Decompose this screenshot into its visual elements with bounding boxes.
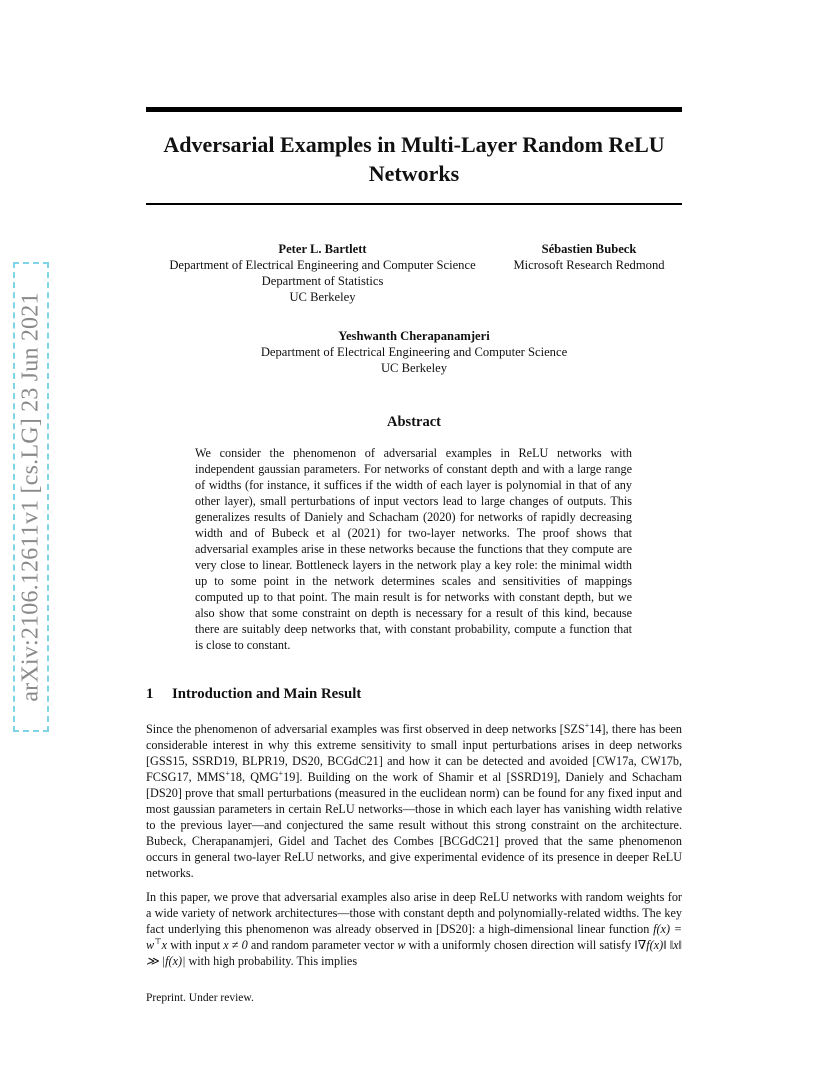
footer-note: Preprint. Under review. xyxy=(146,992,254,1004)
math-expression: x xyxy=(161,938,168,952)
superscript: + xyxy=(225,768,230,778)
section-number: 1 xyxy=(146,686,154,702)
abstract-heading: Abstract xyxy=(387,414,441,430)
author-name: Yeshwanth Cherapanamjeri xyxy=(338,329,490,343)
math-expression: w xyxy=(397,938,406,952)
section-heading xyxy=(146,686,682,703)
text-run: with high probability. This implies xyxy=(185,954,358,968)
title-rule-bottom xyxy=(146,203,682,205)
author-affiliation: Department of Statistics xyxy=(261,274,384,288)
paper-title: Adversarial Examples in Multi-Layer Random ReLU Networks xyxy=(163,132,665,186)
text-run: and random parameter vector xyxy=(247,938,398,952)
author-affiliation: UC Berkeley xyxy=(289,290,356,304)
arxiv-sidebar xyxy=(13,262,49,732)
text-run: with a uniformly chosen direction will satisfy xyxy=(405,938,635,952)
author-name: Sébastien Bubeck xyxy=(541,242,637,256)
author-block xyxy=(150,241,495,305)
text-run: Since the phenomenon of adversarial examples was first observed in deep networks [SZS xyxy=(146,722,585,736)
text-run: In this paper, we prove that adversarial examples also arise in deep ReLU networks with random weights for a wide variety of network architectures—those with constant depth and polynomially-related widths. The key fact underlying this phenomenon was already observed in [DS20]: a high-dimensional linear function xyxy=(146,890,682,936)
superscript: + xyxy=(584,720,590,730)
author-affiliation: UC Berkeley xyxy=(380,361,448,375)
superscript: ⊤ xyxy=(154,936,162,946)
math-expression: ‖∇f(x)‖ ‖x‖ ≫ |f(x)| xyxy=(146,938,682,968)
text-run: 18, QMG xyxy=(229,770,279,784)
author-block xyxy=(500,241,678,273)
author-affiliation: Department of Electrical Engineering and Computer Science xyxy=(260,345,568,359)
section-title: Introduction and Main Result xyxy=(172,686,362,702)
author-block xyxy=(240,328,588,376)
author-affiliation: Department of Electrical Engineering and Computer Science xyxy=(169,258,476,272)
text-run: with input xyxy=(167,938,224,952)
abstract-text: We consider the phenomenon of adversarial examples in ReLU networks with independent gaussian parameters. For networks of constant depth and with a large range of widths (for instance, it suffices if the width of each layer is polynomial in that of any other layer), small perturbations of input vectors lead to large changes of outputs. This generalizes results of Daniely and Schacham (2020) for networks of rapidly decreasing width and of Bubeck et al (2021) for two-layer networks. The proof shows that adversarial examples arise in these networks because the functions that they compute are very close to linear. Bottleneck layers in the network play a key role: the minimal width up to some point in the network determines scales and sensitivities of mappings computed up to that point. The main result is for networks with constant depth, but we also show that some constraint on depth is necessary for a result of this kind, because there are suitably deep networks that, with constant probability, compute a function that is close to constant. xyxy=(195,446,632,652)
text-run: 19]. Building on the work of Shamir et al [SSRD19], Daniely and Schacham [DS20] prove that small perturbations (measured in the euclidean norm) can be found for any fixed input and most gaussian parameters in certain ReLU networks—those in which each layer has vanishing width relative to the previous layer—and conjectured the same result without this strong constraint on the architecture. Bubeck, Cherapanamjeri, Gidel and Tachet des Combes [BCGdC21] proved that the same phenomenon occurs in general two-layer ReLU networks, and give experimental evidence of its presence in deeper ReLU networks. xyxy=(146,770,682,880)
arxiv-identifier: arXiv:2106.12611v1 [cs.LG] 23 Jun 2021 xyxy=(17,292,44,702)
author-affiliation: Microsoft Research Redmond xyxy=(513,258,665,272)
author-name: Peter L. Bartlett xyxy=(278,242,367,256)
text-run: 14], there has been considerable interest in why this extreme sensitivity to small input perturbations arises in deep networks [GSS15, SSRD19, BLPR19, DS20, BCGdC21] and how it can be detected and avoided [CW17a, CW17b, FCSG17, MMS xyxy=(146,722,682,784)
superscript: + xyxy=(278,768,284,778)
intro-paragraph-2 xyxy=(146,889,682,969)
title-rule-top xyxy=(146,107,682,112)
intro-paragraph-1 xyxy=(146,721,682,881)
math-expression: f(x) = w xyxy=(146,922,683,952)
math-expression: x ≠ 0 xyxy=(223,938,248,952)
